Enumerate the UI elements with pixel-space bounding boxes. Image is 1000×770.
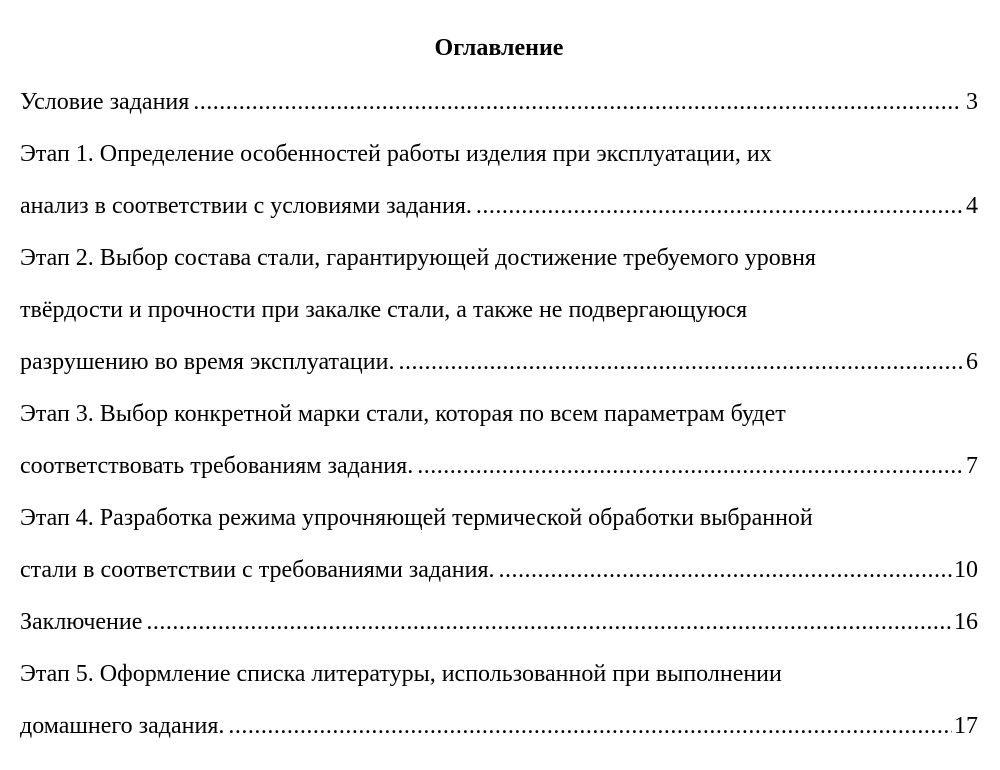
dot-leader xyxy=(228,700,952,752)
toc-entry-text: Этап 2. Выбор состава стали, гарантирующей достижение требуемого уровня xyxy=(20,245,816,271)
dot-leader xyxy=(499,544,952,596)
toc-entry-stage-1-line-2[interactable] xyxy=(20,180,978,232)
dot-leader xyxy=(193,76,962,128)
toc-entry-stage-1-line-1[interactable] xyxy=(20,128,978,180)
toc-entry-text: анализ в соответствии с условиями задания. xyxy=(20,193,472,219)
toc-title: Оглавление xyxy=(434,35,564,61)
toc-entry-stage-3-line-2[interactable] xyxy=(20,440,978,492)
toc-entry-stage-5-line-2[interactable] xyxy=(20,700,978,752)
toc-page-number: 17 xyxy=(954,713,978,739)
dot-leader xyxy=(146,596,952,648)
toc-page-number: 6 xyxy=(966,349,978,375)
toc-entry-text: домашнего задания. xyxy=(20,713,225,739)
toc-page-number: 3 xyxy=(966,89,978,115)
dot-leader xyxy=(398,336,962,388)
toc-entry-text: Заключение xyxy=(20,609,143,635)
toc-entry-conclusion[interactable] xyxy=(20,596,978,648)
toc-entry-text: Этап 4. Разработка режима упрочняющей термической обработки выбранной xyxy=(20,505,813,531)
toc-entry-text: Этап 3. Выбор конкретной марки стали, которая по всем параметрам будет xyxy=(20,401,786,427)
toc-entry-stage-5-line-1[interactable] xyxy=(20,648,978,700)
toc-entry-stage-4-line-1[interactable] xyxy=(20,492,978,544)
toc-entry-stage-2-line-1[interactable] xyxy=(20,232,978,284)
toc-entry-conditions[interactable] xyxy=(20,76,978,128)
toc-entry-text: Условие задания xyxy=(20,89,190,115)
toc-page-number: 4 xyxy=(966,193,978,219)
toc-entry-stage-3-line-1[interactable] xyxy=(20,388,978,440)
table-of-contents xyxy=(20,76,978,752)
dot-leader xyxy=(417,440,962,492)
dot-leader xyxy=(476,180,962,232)
toc-page-number: 7 xyxy=(966,453,978,479)
toc-entry-text: соответствовать требованиям задания. xyxy=(20,453,414,479)
toc-entry-stage-2-line-2[interactable] xyxy=(20,284,978,336)
toc-entry-text: Этап 5. Оформление списка литературы, использованной при выполнении xyxy=(20,661,782,687)
toc-entry-stage-2-line-3[interactable] xyxy=(20,336,978,388)
toc-entry-text: Этап 1. Определение особенностей работы изделия при эксплуатации, их xyxy=(20,141,772,167)
toc-entry-text: разрушению во время эксплуатации. xyxy=(20,349,395,375)
toc-page-number: 10 xyxy=(954,557,978,583)
toc-entry-stage-4-line-2[interactable] xyxy=(20,544,978,596)
toc-entry-text: твёрдости и прочности при закалке стали, а также не подвергающуюся xyxy=(20,297,748,323)
toc-page-number: 16 xyxy=(954,609,978,635)
toc-entry-text: стали в соответствии с требованиями задания. xyxy=(20,557,495,583)
